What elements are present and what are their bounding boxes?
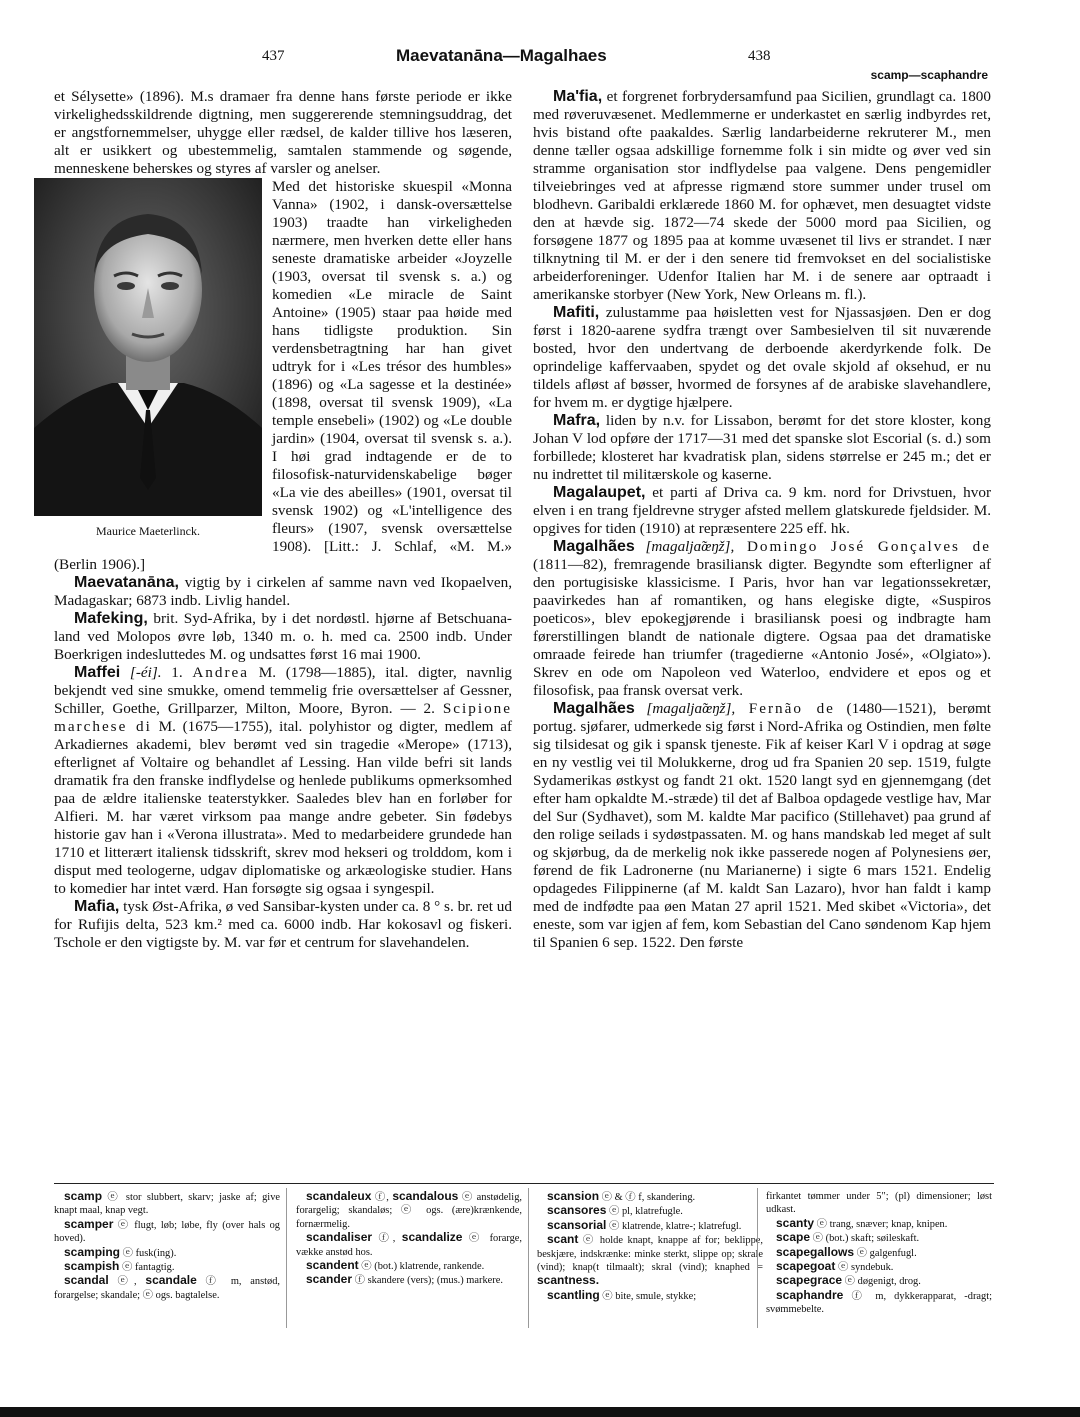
glossary-column-3 xyxy=(537,1190,763,1303)
gloss-entry xyxy=(54,1218,280,1246)
gloss-text: ⓔ syndebuk. xyxy=(835,1262,894,1274)
entry-maffei xyxy=(54,664,512,898)
gloss-text: ⓔ trang, snæver; knap, knipen. xyxy=(814,1218,948,1230)
glossary-divider xyxy=(528,1188,529,1328)
headword: Magalaupet, xyxy=(553,484,646,501)
headword: Magalhães xyxy=(553,538,635,555)
gloss-headword: scansion xyxy=(547,1189,600,1203)
gloss-headword: scapegallows xyxy=(776,1244,855,1259)
pronunciation: [magaljɑ̃œŋž], xyxy=(634,700,736,717)
entry-mafiti xyxy=(533,304,991,412)
glossary-column-1 xyxy=(54,1190,280,1302)
glossary-divider xyxy=(757,1188,758,1328)
entry-maevatanana xyxy=(54,574,512,610)
gloss-entry xyxy=(537,1233,763,1289)
gloss-entry xyxy=(537,1289,763,1303)
gloss-text: ⓕ, xyxy=(371,1192,393,1203)
gloss-entry xyxy=(54,1260,280,1274)
gloss-headword: scandaleux xyxy=(306,1189,372,1203)
gloss-entry xyxy=(54,1246,280,1260)
entry-text: (1811—82), fremragende brasiliansk digter. Begyndte som efterligner af den portugisiske klassicisme. I Paris, hvor han var legationssekretær, paavirkedes han af romantiken, og hans elegiske digte, «Suspiros poeticos», blev epokegjørende i brasiliansk poesi og indbragte ham førerstillingen blandt de nationale digtere. Ogsaa paa det dramatiske omraade feirede han triumfer (tragedierne «Antonio José», «Olgiato»). Skrev en ode om Napoleon ved Waterloo, endvidere et epos og et filosofisk, paa fransk oversat verk. xyxy=(533,556,991,699)
headword: Maffei xyxy=(74,664,121,681)
entry-text: zulustamme paa høisletten vest for Njassasjøen. Den er dog først i 1820-aarene sydfra trængt over Sambesielven til sit nuværende bosted, hvor den undertvang de derboende akerdyrkende folk. De oprindelige kaffervaaben, spydet og det ovale skjold af oksehud, er nu tildels afløst af bøsser, hvormed de forsynes af de arabiske slavehandlere, for hvem m. er dygtige hjælpere. xyxy=(533,304,991,411)
gloss-text: ⓔ, xyxy=(108,1276,146,1288)
gloss-text: ⓔ pl, klatrefugle. xyxy=(606,1206,683,1218)
headword: Magalhães xyxy=(553,700,635,717)
running-title: Maevatanāna—Magalhaes xyxy=(396,46,607,65)
gloss-headword: scansorial xyxy=(547,1217,607,1232)
gloss-headword: scandale xyxy=(145,1273,197,1288)
entry-mafra xyxy=(533,412,991,484)
gloss-text: ⓔ anstødelig, forargelig; skandaløs; ⓔ ogs. (ære)krænkende, fornærmelig. xyxy=(296,1192,522,1230)
gloss-entry xyxy=(766,1190,992,1217)
gloss-text: ⓔ flugt, løb; løbe, fly (over hals og hoved). xyxy=(54,1219,280,1245)
gloss-headword: scamp xyxy=(64,1189,103,1203)
pronunciation: [magaljɑ̃œŋž], xyxy=(634,538,735,555)
gloss-headword: scantling xyxy=(547,1287,600,1302)
gloss-entry xyxy=(766,1274,992,1288)
gloss-entry xyxy=(766,1289,992,1317)
gloss-text: ⓔ bite, smule, stykke; xyxy=(599,1290,697,1302)
entry-text: M. (1675—1755), ital. polyhistor og digter, medlem af Arkadiernes akademi, blev berømt ved sin tragedie «Merope» (1713), efterlignet af Voltaire og behandlet af Lessing. Han vilde befri sit lands dramatik fra den franske indflydelse og henlede publikums opmerksomhed paa de ældre italienske teaterstykker. Saaledes blev han en forløber for Alfieri. M. har været virksom paa mange andre gebeter. Sin fødebys historie gav han i «Verona illustrata». Med to medarbeidere grundede han 1710 et litterært italiensk tidsskrift, skrev mod hekseri og trolddom, kom i disput med teologerne, udgav diplomatiske og arkæologiske studier. Hans to komedier har intet værd. Han forsøgte sig ogsaa i syngespil. xyxy=(54,718,513,897)
gloss-text: ⓔ stor slubbert, skarv; jaske af; give knapt maal, knap vegt. xyxy=(54,1192,280,1217)
gloss-entry xyxy=(296,1231,522,1259)
gloss-text: ⓔ (bot.) skaft; søileskaft. xyxy=(810,1233,920,1245)
portrait-figure xyxy=(34,178,262,540)
person-name: Andrea xyxy=(192,664,250,681)
gloss-headword: scansores xyxy=(547,1203,607,1218)
gloss-entry xyxy=(537,1219,763,1233)
gloss-headword: scantness. xyxy=(537,1273,600,1288)
person-name: Scipione marchese di xyxy=(54,700,512,735)
gloss-entry xyxy=(766,1231,992,1245)
gloss-text: ⓔ holde knapt, knappe af for; beklippe, beskjære, indskrænke: minke sterkt, slippe op; skrale (vind); knap(t tilmaalt); skral (vind); knaphed = xyxy=(537,1235,763,1274)
gloss-headword: scandal xyxy=(64,1273,109,1288)
page-number-right: 438 xyxy=(748,48,771,64)
gloss-headword: scandalous xyxy=(392,1189,459,1203)
gloss-entry xyxy=(766,1260,992,1274)
gloss-text: ⓔ (bot.) klatrende, rankende. xyxy=(358,1261,485,1273)
gloss-text: ⓔ døgenigt, drog. xyxy=(842,1276,921,1288)
headword: Ma'fia, xyxy=(553,88,603,105)
gloss-headword: scandent xyxy=(306,1258,359,1273)
gloss-text: ⓔ & ⓕ f, skandering. xyxy=(599,1192,696,1203)
left-column xyxy=(54,88,512,952)
gloss-entry xyxy=(296,1273,522,1287)
entry-text: et parti af Driva ca. 9 km. nord for Drivstuen, hvor elven i en trang fjeldrevne stryger afsted mellem glatskurede fjeldsider. M. opgives for tiden (1910) at repræsentere 225 eff. hk. xyxy=(533,484,991,537)
entry-text: tysk Øst-Afrika, ø ved Sansibar-kysten under ca. 8 ° s. br. ret ud for Rufijis delta, 523 km.² med ca. 6000 indb. Har kokosavl og fiskeri. Tschole er den vigtigste by. M. var før et centrum for slavehandelen. xyxy=(54,898,512,951)
gloss-headword: scander xyxy=(306,1272,353,1287)
maeterlinck-entry-body: Med det historiske skuespil «Monna Vanna» (1902, i dansk-oversættelse 1903) traadte han virkeligheden nærmere, men hverken dette eller hans seneste dramatiske arbeider «Joyzelle (1903, oversat til svensk s. a.) og komedien «Le miracle de Saint Antoine» (1905) staar paa høide med hans tidligste produktion. Sin verdensbetragtning har han givet udtryk for i «Les trésor des humbles» (1896) og «La sagesse et la destinée» (1898, oversat til svensk 1909), «La temple ensebeli» (1902) og «Le double jardin» (1904, oversat til svensk s. a.). I høi grad indtagende er de to filosofisk-naturvidenskabelige bøger «La vie des abeilles» (1901, oversat til svensk 1902) og «L'intelligence des fleurs» (1907, svensk oversættelse 1908). [Litt.: J. Schlaf, «M. M.» (Berlin 1906).] xyxy=(54,178,512,573)
headword: Mafra, xyxy=(553,412,601,429)
headword: Maevatanāna, xyxy=(74,574,179,591)
gloss-headword: scamper xyxy=(64,1216,114,1231)
gloss-headword: scaphandre xyxy=(776,1287,844,1302)
gloss-headword: scamping xyxy=(64,1244,121,1259)
gloss-entry xyxy=(54,1190,280,1218)
figure-caption: Maurice Maeterlinck. xyxy=(96,524,200,538)
headword: Mafia, xyxy=(74,898,120,915)
gloss-text: ⓕ m, dykkerapparat, -dragt; svømmebelte. xyxy=(766,1290,992,1316)
entry-mafeking xyxy=(54,610,512,664)
gloss-text: firkantet tømmer under 5"; (pl) dimensioner; løst udkast. xyxy=(766,1191,992,1216)
gloss-entry xyxy=(537,1204,763,1218)
scan-edge-bar xyxy=(0,1407,1080,1417)
guide-words: scamp—scaphandre xyxy=(870,68,988,82)
gloss-entry xyxy=(537,1190,763,1204)
gloss-entry xyxy=(296,1190,522,1231)
gloss-headword: scanty xyxy=(776,1215,815,1230)
gloss-entry xyxy=(296,1259,522,1273)
gloss-text: ⓔ fantagtig. xyxy=(119,1262,175,1274)
gloss-text: ⓕ, xyxy=(372,1233,402,1245)
entry-magalhaes-fernao xyxy=(533,700,991,952)
gloss-text: ⓔ galgenfugl. xyxy=(854,1247,917,1259)
page-number-left: 437 xyxy=(262,48,285,64)
gloss-headword: scape xyxy=(776,1230,811,1245)
gloss-headword: scampish xyxy=(64,1259,120,1274)
entry-text: vigtig by i cirkelen af samme navn ved Ikopaelven, Madagaskar; 6873 indb. Livlig handel. xyxy=(54,574,512,609)
entry-text: M. (1798—1885), ital. digter, navnlig bekjendt ved sine smukke, omend temmelig frie oversættelser af Gessner, Schiller, Goethe, Grillparzer, Milton, Moore, Byron. — 2. xyxy=(54,664,513,717)
portrait-photo xyxy=(34,178,262,516)
glossary-column-4 xyxy=(766,1190,992,1317)
footer-rule xyxy=(54,1183,994,1184)
headword: Mafiti, xyxy=(553,304,600,321)
gloss-text: ⓔ forarge, vække anstød hos. xyxy=(296,1233,522,1258)
gloss-entry xyxy=(766,1217,992,1231)
gloss-headword: scapegoat xyxy=(776,1259,836,1274)
gloss-headword: scandaliser xyxy=(306,1230,373,1245)
right-column xyxy=(533,88,991,952)
entry-mafia-society xyxy=(533,88,991,304)
person-name: Domingo José Gonçalves de xyxy=(734,538,991,555)
entry-mafia xyxy=(54,898,512,952)
gloss-text: ⓔ klatrende, klatre-; klatrefugl. xyxy=(606,1220,742,1232)
maeterlinck-entry-continuation: et Sélysette» (1896). M.s dramaer fra denne hans første periode er ikke virkelighedsskildrende digtning, men suggererende stemningsuddrag, det er angstfornemmelser, uhygge eller rædsel, de kalder tillive hos læseren, alt er usikkert og ubestemmelig, samtalen stammende og søgende, menneskene beherskes og styres af varsler og anelser. xyxy=(54,88,512,177)
entry-text: et forgrenet forbrydersamfund paa Sicilien, grundlagt ca. 1800 med røveruvæsenet. Medlemmerne er underkastet en særlig indbyrdes ret, hvis bistand ofte paakaldes. Særlig landarbeiderne rekruterer M., men denne tæller ogsaa adskillige fornemme folk i sin midte og øver ved sin stramme organisation stor indflydelse paa valgene. Dens pengemidler tilveiebringes ved at afpresse rigmænd store summer under trusel om blodhevn. Garibaldi erklærede 1860 M. for ophævet, men desuagtet vidste den at hævde sig. 1872—74 skede der 5000 mord paa Sicilien, og forsøgene 1877 og 1895 paa at komme uvæsenet til livs er strandet. I nær tilknytning til M. er der i den senere tid fremvokset en del socialistiske arbeiderforeninger. Udenfor Italien har M. i de senere aar optraadt i amerikanske storbyer (New York, New Orleans m. fl.). xyxy=(533,88,991,303)
entry-text: 1. xyxy=(161,664,193,681)
person-name: Fernão de xyxy=(735,700,835,717)
gloss-text: ⓕ skandere (vers); (mus.) markere. xyxy=(352,1275,503,1287)
gloss-text: ⓔ fusk(ing). xyxy=(120,1247,177,1259)
gloss-headword: scapegrace xyxy=(776,1273,843,1288)
entry-magalhaes-domingo xyxy=(533,538,991,700)
entry-text: liden by n.v. for Lissabon, berømt for det store kloster, kong Johan V lod opføre der 1717—31 med det spanske slot Escorial (s. d.) som forbillede; klosteret har kvadratisk plan, sidens størrelse er 245 m.; det er nu indrettet til militærskole og kaserne. xyxy=(533,412,991,483)
gloss-headword: scandalize xyxy=(401,1230,463,1245)
gloss-entry xyxy=(54,1274,280,1302)
entry-magalaupet xyxy=(533,484,991,538)
entry-text: brit. Syd-Afrika, by i det nordøstl. hjørne af Betschuana-land ved Molopos øvre løb, 1340 m. o. h. med ca. 2500 indb. Under Boerkrigen indesluttedes M. og undsattes først 16 mai 1900. xyxy=(54,610,512,663)
pronunciation: [-éi]. xyxy=(120,664,162,681)
gloss-entry xyxy=(766,1246,992,1260)
glossary-divider xyxy=(286,1188,287,1328)
gloss-headword: scant xyxy=(547,1232,579,1247)
entry-text: (1480—1521), berømt portug. sjøfarer, udmerkede sig først i Nord-Afrika og Ostindien, men følte sig tilsidesat og gik i spansk tjeneste. Fik af keiser Karl V i opdrag at søge en ny vestlig vei til Molukkerne, drog ud fra Spanien 20 sep. 1519, fulgte Sydamerikas østkyst og fandt 21 okt. 1520 langt syd en gjennemgang (det efter ham opkaldte M.-stræde) til det af Balboa opdagede vestlige hav, Mar del Sur (Sydhavet), som M. kaldte Mar pacifico (Stillehavet) paa grund af den rolige seilads i sydøstpassaten. M. og hans mandskab led meget af sult og skjørbug, da de merkelig nok ikke passerede nogen af Polynesiens øer, førend de fik Ladronerne (nu Marianerne) i sigte 6 mars 1521. Endelig opdagedes Filippinerne (af M. kaldt San Lazaro), hvor han faldt i kamp med de indfødte paa øen Matan 27 april 1521. Med skibet «Victoria», det eneste, som var igjen af fem, kom Sebastian del Cano søndenom Kap hjem til Spanien 6 sep. 1522. Den første xyxy=(533,700,992,951)
glossary-column-2 xyxy=(296,1190,522,1288)
headword: Mafeking, xyxy=(74,610,148,627)
gloss-text: ⓕ m, anstød, forargelse; skandale; ⓔ ogs. bagtalelse. xyxy=(54,1276,281,1301)
